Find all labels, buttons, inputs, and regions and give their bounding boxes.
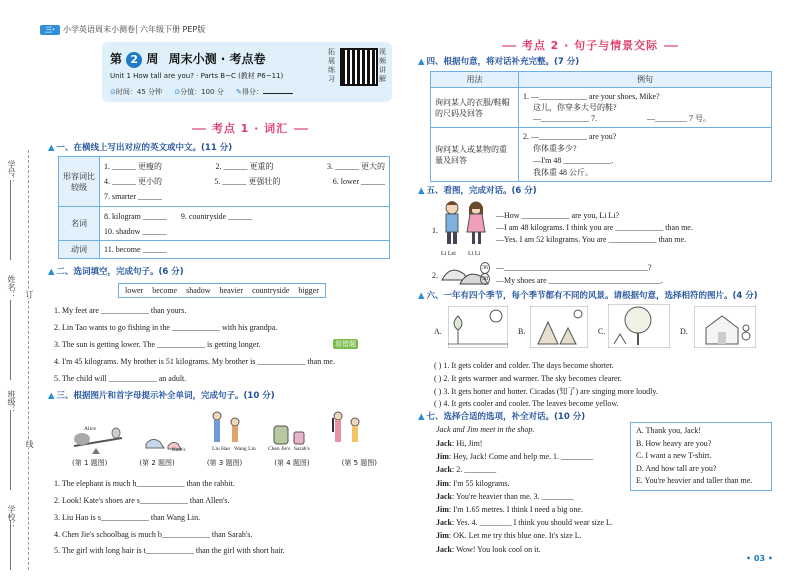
qr-right-label: 视频讲解 [379,48,386,83]
q5-line-1: —How ____________ are you, Li Li? [496,211,620,220]
q5-num-1: 1. [432,226,438,235]
page-number: • 03 • [746,554,773,563]
student-id-label: 学号： [7,160,16,184]
q6-title: ▲ 六、一年有四个季节，每个季节都有不同的风景。请根据句意，选择相符的图片。(4 分) [418,291,758,301]
q2-item-4: 4. I'm 45 kilograms. My brother is 51 kilograms. My brother is ____________ than me. [54,357,335,366]
line-mark: 线 [25,440,34,448]
q1-row1-head: 形容词比较级 [59,157,100,207]
q5-line-3: —Yes. I am 52 kilograms. You are ____________ than me. [496,235,687,244]
q3-title: ▲ 三、根据图片和首字母提示补全单词，完成句子。(10 分) [48,391,275,401]
spring-scene-icon [608,304,670,348]
tip-badge: 易错题 [335,340,356,348]
time-limit: 时间：45 分钟 [115,88,163,96]
school-label: 学校： [7,505,16,529]
boys-icon [213,412,239,442]
q6-letter-a: A. [434,327,442,336]
header-badge: 三· [40,25,60,35]
q6-item-4: ( ) 4. It gets cooler and cooler. The leaves become yellow. [434,399,619,408]
q6-letter-c: C. [598,327,606,336]
q2-item-2: 2. Lin Tao wants to go fishing in the ____________ with his grandpa. [54,323,278,332]
q2-word-box: lower become shadow heavier countryside bigger [118,283,326,298]
q1-row3-head: 动词 [59,241,100,259]
cut-line [28,150,29,570]
got-score: 得分： [241,88,263,96]
pic-name-alice: Alice [84,426,96,432]
pic-name-wanglin: Wang Lin [234,446,256,452]
name-label: 姓名： [7,275,16,299]
winter-scene-icon [694,306,756,348]
qr-left-label: 拓展练习 [328,48,335,83]
schoolbags-icon [274,426,304,444]
q6-item-3: ( ) 3. It gets hotter and hotter. Cicadas (知了) are singing more loudly. [434,387,658,396]
pic-name-liuhao: Liu Hao [212,446,231,452]
q4-head-example: 例句 [519,72,772,88]
q3-item-4: 4. Chen Jie's schoolbag is much b____________ than Sarah's. [54,530,253,539]
q1-row2-head: 名词 [59,207,100,241]
unit-line: Unit 1 How tall are you? · Parts B~C (教材 P6~11) [110,72,284,80]
pic-name-chenjie: Chen Jie's [268,446,291,452]
summer-scene-icon [448,306,508,348]
total-score: 分值：100 分 [180,88,224,96]
elephant-rabbit-seesaw-icon [74,428,122,454]
q3-item-1: 1. The elephant is much h____________ than the rabbit. [54,479,235,488]
title-text: 周末小测 · 考点卷 [168,52,266,66]
q7-dialog: Jack: Hi, Jim! Jim: Hey, Jack! Come and help me. 1. ________ Jack: 2. ________ Jim: I'm 55 kilograms. Jack: You're heavier than me. 3. ________ Jim: I'm 1.65 metres. I think I need a big one. Jack: Yes. 4. ________ I think you should wear size L. Jim: OK. Let me try this blue one. It's size L. Jack: Wow! You look cool on it. [436,439,613,554]
q4-table: 用法 例句 询问某人的衣服/鞋帽的尺码及回答 1. —____________ are your shoes, Mike? 这儿，你穿多大号的鞋? —____________ 7. —________ 7 号。 询问某人或某物的重量及回答 2. —____________ are you? 你体重多少? —I'm 48 ____________. 我体重 48 公斤。 [430,71,772,182]
q6-letter-b: B. [518,327,526,336]
q5-line-5: —My shoes are ____________________________. [496,276,663,285]
seal-mark: 订 [25,290,34,298]
week-number: 2 [126,52,142,68]
q5-pic-name-lili: Li Li [468,251,481,257]
q2-item-1: 1. My feet are ____________ than yours. [54,306,187,315]
class-label: 班级： [7,390,16,414]
autumn-scene-icon [530,306,588,348]
q4-head-use: 用法 [431,72,519,88]
q3-pic-captions: (第 1 题图) (第 2 题图) (第 3 题图) (第 4 题图) (第 5 题图) [72,459,377,467]
q5-line-2: —I am 48 kilograms. I think you are ____________ than me. [496,223,693,232]
q2-item-3: 3. The sun is getting lower. The ____________ is getting longer. [54,340,261,349]
girls-icon [333,412,359,442]
pen-icon: ✎ [235,88,242,96]
score-icon: ⊙ [174,88,181,96]
q1-title: ▲ 一、在横线上写出对应的英文或中文。(11 分) [48,143,233,153]
keypoint-1-header: 考点 1 · 词汇 [130,120,370,136]
q7-title: ▲ 七、选择合适的选项，补全对话。(10 分) [418,412,586,422]
qr-code-icon[interactable] [340,48,378,86]
boy-girl-icon [440,199,490,249]
size-tag-38: 38 [480,273,490,285]
clock-icon: ⊙ [110,88,116,96]
keypoint-2-header: 考点 2 · 句子与情景交际 [490,37,690,53]
q4-title: ▲ 四、根据句意，将对话补充完整。(7 分) [418,57,580,67]
q5-title: ▲ 五、看图，完成对话。(6 分) [418,186,537,196]
q1-table: 形容词比较级 1. ______ 更瘦的 2. ______ 更重的 3. ______ 更大的 4. ______ 更小的 5. ______ 更强壮的 6. lower ______ 7. smarter ______ 名词 8. kilogram ______ 9. countryside ______ 10. shadow ______ 动词 11. become ______ [58,156,390,259]
q3-item-3: 3. Liu Hao is s____________ than Wang Lin. [54,513,201,522]
q3-item-5: 5. The girl with long hair is t____________ than the girl with short hair. [54,546,285,555]
size-tag-36: 36 [480,262,490,274]
pic-name-kate: Kate's [172,447,186,453]
title-box [102,42,392,102]
q3-item-2: 2. Look! Kate's shoes are s____________ than Allen's. [54,496,230,505]
week-suffix: 周 [146,52,159,66]
header-series: 小学英语周末小测卷 [63,25,135,34]
q5-line-4: —____________________________________? [496,263,652,272]
q6-item-1: ( ) 1. It gets colder and colder. The days become shorter. [434,361,614,370]
q6-item-2: ( ) 2. It gets warmer and warmer. The sky becomes clearer. [434,374,622,383]
q6-letter-d: D. [680,327,688,336]
q7-scene: Jack and Jim meet in the shop. [436,425,535,434]
q4-r2-use: 询问某人或某物的重量及回答 [431,128,519,182]
header-edition: 六年级下册 PEP版 [140,25,206,34]
pic-name-sarah: Sarah's [294,446,310,452]
week-prefix: 第 [110,52,123,66]
q2-item-5: 5. The child will ____________ an adult. [54,374,187,383]
q4-r1-use: 询问某人的衣服/鞋帽的尺码及回答 [431,88,519,128]
q5-pic-name-lilei: Li Lei [441,251,456,257]
q7-options-box: A. Thank you, Jack! B. How heavy are you? C. I want a new T-shirt. D. And how tall are you? E. You're heavier and taller than me. [630,422,772,491]
q2-title: ▲ 二、选词填空，完成句子。(6 分) [48,267,184,277]
binding-gutter [0,0,46,580]
q5-num-2: 2. [432,271,438,280]
